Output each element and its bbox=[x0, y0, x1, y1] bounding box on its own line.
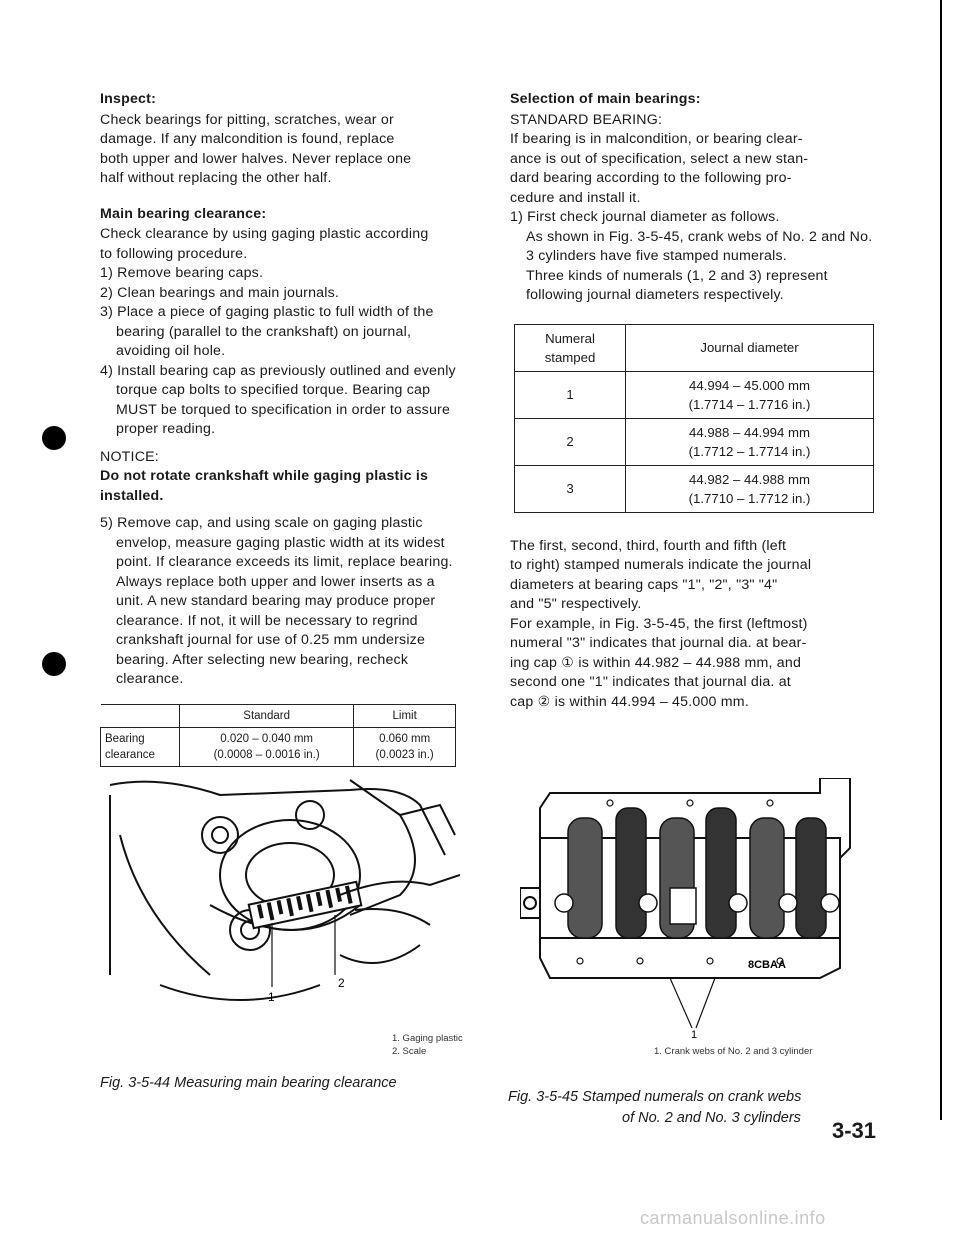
figure-crank-webs bbox=[520, 778, 880, 1038]
procedure-step-2: 2) Clean bearings and main journals. bbox=[100, 284, 340, 301]
table-cell-limit: 0.060 mm (0.0023 in.) bbox=[354, 727, 456, 766]
bearing-cap-illustration bbox=[100, 775, 460, 1015]
engine-code-label: 8CBAA bbox=[748, 959, 786, 971]
standard-bearing-heading: STANDARD BEARING: bbox=[510, 111, 663, 128]
clearance-spec-table bbox=[100, 704, 456, 767]
procedure-step-1: 1) Remove bearing caps. bbox=[100, 265, 264, 281]
table-header-standard: Standard bbox=[180, 704, 354, 727]
fig44-legend: 1. Gaging plastic 2. Scale bbox=[392, 1033, 463, 1057]
table-row: 1 44.994 – 45.000 mm (1.7714 – 1.7716 in.) bbox=[515, 371, 874, 418]
clearance-heading: Main bearing clearance: bbox=[100, 205, 267, 222]
clearance-line: to following procedure. bbox=[100, 245, 248, 262]
notice-body: Do not rotate crankshaft while gaging plastic is installed. bbox=[100, 468, 429, 504]
selection-step-1-para: Three kinds of numerals (1, 2 and 3) represent following journal diameters respectively. bbox=[526, 267, 828, 303]
notice-heading: NOTICE: bbox=[100, 448, 159, 465]
clearance-line: Check clearance by using gaging plastic according bbox=[100, 226, 429, 242]
fig45-caption: Fig. 3-5-45 Stamped numerals on crank webs of No. 2 and No. 3 cylinders bbox=[508, 1089, 802, 1126]
explanation-line: ing cap ① is within 44.982 – 44.988 mm, and bbox=[510, 654, 802, 671]
table-row: 3 44.982 – 44.988 mm (1.7710 – 1.7712 in.) bbox=[515, 465, 874, 512]
explanation-line: second one "1" indicates that journal dia. at bbox=[510, 674, 791, 690]
procedure-step-3: 3) Place a piece of gaging plastic to full width of the bearing (parallel to the crankshaft) on journal, avoiding oil hole. bbox=[100, 304, 434, 359]
intro-line: dard bearing according to the following pro- bbox=[510, 170, 792, 186]
table-row-label: Bearing clearance bbox=[101, 727, 180, 766]
fig44-caption: Fig. 3-5-44 Measuring main bearing clearance bbox=[100, 1075, 397, 1091]
binding-hole-top bbox=[42, 426, 66, 450]
page-number: 3-31 bbox=[832, 1118, 877, 1143]
table-row: 2 44.988 – 44.994 mm (1.7712 – 1.7714 in.) bbox=[515, 418, 874, 465]
callout-1: 1 bbox=[691, 1029, 698, 1038]
table-cell-standard: 0.020 – 0.040 mm (0.0008 – 0.0016 in.) bbox=[180, 727, 354, 766]
right-column bbox=[510, 90, 880, 712]
explanation-line: diameters at bearing caps "1", "2", "3" "4" bbox=[510, 576, 778, 593]
callout-2: 2 bbox=[338, 976, 345, 990]
watermark: carmanualsonline.info bbox=[640, 1208, 826, 1228]
inspect-line: both upper and lower halves. Never replace one bbox=[100, 150, 412, 167]
table-header-diameter: Journal diameter bbox=[626, 324, 874, 371]
explanation-line: numeral "3" indicates that journal dia. at bear- bbox=[510, 635, 807, 651]
fig45-legend: 1. Crank webs of No. 2 and 3 cylinder bbox=[654, 1046, 813, 1057]
intro-line: cedure and install it. bbox=[510, 189, 641, 206]
inspect-heading: Inspect: bbox=[100, 91, 156, 107]
explanation-line: cap ② is within 44.994 – 45.000 mm. bbox=[510, 693, 749, 710]
procedure-step-5: 5) Remove cap, and using scale on gaging plastic envelop, measure gaging plastic width at its widest point. If clearance exceeds its limit, replace bearing. Always replace both upper and lower inserts as a unit. A new standard bearing may produce proper clearance. If not, it will be necessary to regrind crankshaft journal for use of 0.25 mm undersize bearing. After selecting new bearing, recheck clearance. bbox=[100, 515, 453, 687]
inspect-line: damage. If any malcondition is found, replace bbox=[100, 131, 395, 147]
intro-line: ance is out of specification, select a new stan- bbox=[510, 150, 809, 167]
page-edge-rule bbox=[940, 0, 942, 1120]
table-header-limit: Limit bbox=[354, 704, 456, 727]
journal-diameter-table bbox=[514, 324, 874, 513]
inspect-line: Check bearings for pitting, scratches, wear or bbox=[100, 111, 394, 128]
explanation-line: and "5" respectively. bbox=[510, 596, 642, 612]
selection-step-1-para: As shown in Fig. 3-5-45, crank webs of No. 2 and No. 3 cylinders have five stamped numerals. bbox=[526, 228, 873, 264]
explanation-line: For example, in Fig. 3-5-45, the first (leftmost) bbox=[510, 615, 808, 632]
procedure-step-4: 4) Install bearing cap as previously outlined and evenly torque cap bolts to specified torque. Bearing cap MUST be torqued to specification in order to assure proper reading. bbox=[100, 362, 456, 437]
inspect-line: half without replacing the other half. bbox=[100, 170, 332, 186]
table-header-numeral: Numeral stamped bbox=[515, 324, 626, 371]
left-column bbox=[100, 90, 460, 767]
callout-1: 1 bbox=[268, 990, 275, 1004]
explanation-line: to right) stamped numerals indicate the journal bbox=[510, 557, 812, 573]
selection-heading: Selection of main bearings: bbox=[510, 91, 701, 107]
crankshaft-illustration bbox=[520, 778, 880, 1038]
intro-line: If bearing is in malcondition, or bearing clear- bbox=[510, 131, 803, 147]
explanation-line: The first, second, third, fourth and fifth (left bbox=[510, 537, 787, 554]
figure-gaging-plastic bbox=[100, 775, 460, 1015]
selection-step-1: 1) First check journal diameter as follows. bbox=[510, 209, 780, 225]
binding-hole-bottom bbox=[42, 652, 66, 676]
